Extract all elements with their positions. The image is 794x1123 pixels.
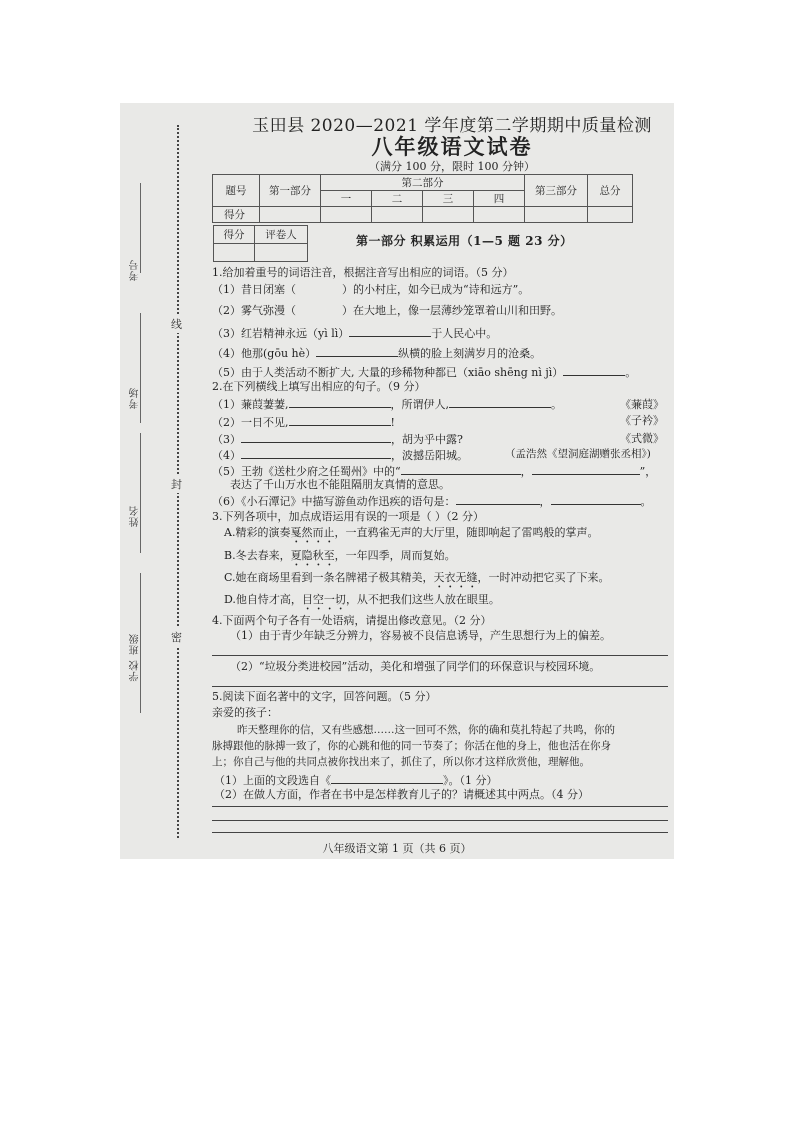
name-label: 姓名 [130,505,141,527]
q4-sentence2: （2）“垃圾分类进校园”活动，美化和增强了同学们的环保意识与校园环境。 [230,660,601,673]
q2-blank[interactable] [532,463,640,475]
q5-salutation: 亲爱的孩子： [212,706,278,719]
q1-stem: 1.给加着重号的词语注音，根据注音写出相应的词语。（5 分） [212,266,514,279]
q5-question1: （1）上面的文段选自《 》。（1 分） [214,774,498,787]
q2-line3: （3） ，胡为乎中露? [212,433,463,446]
score-cell[interactable] [474,207,525,223]
q5-answer-line3[interactable] [212,832,668,833]
score-col-part2-4: 四 [474,191,525,207]
q2-blank[interactable] [456,493,540,505]
seal-char-seal: 封 [171,475,182,493]
q5-book-blank[interactable] [331,772,443,784]
q2-blank[interactable] [551,493,641,505]
score-col-part2-3: 三 [423,191,474,207]
q1-item1: （1）昔日闭塞（ ）的小村庄，如今已成为“诗和远方”。 [212,283,530,296]
exam-sheet [120,103,674,859]
q1-item5-blank[interactable] [563,364,625,376]
q2-source2: 《子衿》 [620,414,664,427]
q2-line2: （2）一日不见, ! [212,416,395,429]
q1-item4: （4）他那(gōu hè） 纵横的脸上刻满岁月的沧桑。 [212,347,542,360]
school-class-label: 学校 班级 [130,633,141,682]
q1-item5: （5）由于人类活动不断扩大, 大量的珍稀物种都已（xiāo shēng nì jì） 。 [212,366,637,379]
q2-line4: （4） ，波撼岳阳城。 [212,449,468,462]
q1-item3: （3）红岩精神永远（yì lì） 于人民心中。 [212,327,498,340]
q3-option-b[interactable]: B.冬去春来，夏隐秋至，一年四季，周而复始。 [224,549,456,562]
score-table [212,174,633,223]
q2-stem: 2.在下列横线上填写出相应的句子。（9 分） [212,380,426,393]
score-col-part2: 第二部分 [321,175,525,191]
q2-blank[interactable] [289,396,391,408]
exam-title-line2: 八年级语文试卷 [371,134,533,159]
q5-question2: （2）在做人方面，作者在书中是怎样教育儿子的？请概述其中两点。（4 分） [214,788,589,801]
q4-answer-line1[interactable] [212,655,668,656]
score-cell[interactable] [372,207,423,223]
exam-no-label: 考号 [130,259,141,281]
score-cell[interactable] [321,207,372,223]
page-footer: 八年级语文第 1 页（共 6 页） [322,842,472,855]
q4-stem: 4.下面两个句子各有一处语病，请提出修改意见。（2 分） [212,614,492,627]
q2-source3: 《式微》 [620,432,664,445]
q5-passage-line2: 脉搏跟他的脉搏一致了，你的心跳和他的同一节奏了；你活在他的身上，他也活在你身 [212,740,611,752]
grader-score-cell[interactable] [214,244,255,262]
q3-option-c[interactable]: C.她在商场里看到一条名牌裙子极其精美，天衣无缝，一时冲动把它买了下来。 [224,571,610,584]
grader-name-label: 评卷人 [255,226,308,244]
q4-sentence1: （1）由于青少年缺乏分辨力，容易被不良信息诱导，产生思想行为上的偏差。 [230,629,611,642]
section-heading: 第一部分 积累运用（1—5 题 23 分） [356,234,573,248]
q2-source4: （孟浩然《望洞庭湖赠张丞相》) [505,448,651,460]
score-col-part2-2: 二 [372,191,423,207]
q3-option-a[interactable]: A.精彩的演奏戛然而止，一直鸦雀无声的大厅里，随即响起了雷鸣般的掌声。 [224,526,599,539]
q4-answer-line2[interactable] [212,686,668,687]
q2-blank[interactable] [449,396,551,408]
score-cell[interactable] [588,207,633,223]
q2-blank[interactable] [401,463,521,475]
q3-option-d[interactable]: D.他自恃才高，目空一切，从不把我们这些人放在眼里。 [224,593,500,606]
score-cell[interactable] [423,207,474,223]
q2-line5-cont: 表达了千山万水也不能阻隔朋友真情的意思。 [230,478,450,491]
q1-item2: （2）雾气弥漫（ ）在大地上，像一层薄纱笼罩着山川和田野。 [212,304,562,317]
q1-item3-blank[interactable] [349,325,431,337]
q2-blank[interactable] [241,447,391,459]
q2-source1: 《蒹葭》 [620,398,664,411]
score-cell[interactable] [525,207,588,223]
exam-subtitle: （满分 100 分，限时 100 分钟） [369,160,535,173]
exam-title-line1: 玉田县 2020—2021 学年度第二学期期中质量检测 [252,116,652,136]
q5-passage-line1: 昨天整理你的信，又有些感想……这一回可不然，你的确和莫扎特起了共鸣，你的 [237,724,615,736]
q2-line1: （1）蒹葭萋萋, ，所谓伊人, 。 [212,398,562,411]
score-col-part2-1: 一 [321,191,372,207]
q2-blank[interactable] [241,431,391,443]
q5-stem: 5.阅读下面名著中的文字，回答问题。（5 分） [212,690,437,703]
q3-stem: 3.下列各项中，加点成语运用有误的一项是（ ）（2 分） [212,510,484,523]
score-col-part1: 第一部分 [260,175,321,207]
q5-answer-line1[interactable] [212,806,668,807]
q2-line6: （6）《小石潭记》中描写游鱼动作迅疾的语句是： ， 。 [212,495,652,508]
q5-passage-line3: 上；你自己与他的共同点被你找出来了，抓住了，所以你才这样欣赏他，理解他。 [212,756,590,768]
q1-item4-blank[interactable] [316,345,398,357]
exam-room-label: 考场 [130,387,141,409]
score-cell[interactable] [260,207,321,223]
score-row-label: 得分 [213,207,260,223]
grader-score-label: 得分 [214,226,255,244]
q2-line5: （5）王勃《送杜少府之任蜀州》中的“ ， ”， [212,465,657,478]
seal-char-secret: 密 [171,628,182,646]
seal-char-line: 线 [171,315,182,333]
grader-box [213,225,308,262]
score-col-total: 总分 [588,175,633,207]
score-row-header: 题号 [213,175,260,207]
name-line [140,433,141,553]
grader-name-cell[interactable] [255,244,308,262]
q5-answer-line2[interactable] [212,820,668,821]
score-col-part3: 第三部分 [525,175,588,207]
q2-blank[interactable] [289,414,391,426]
